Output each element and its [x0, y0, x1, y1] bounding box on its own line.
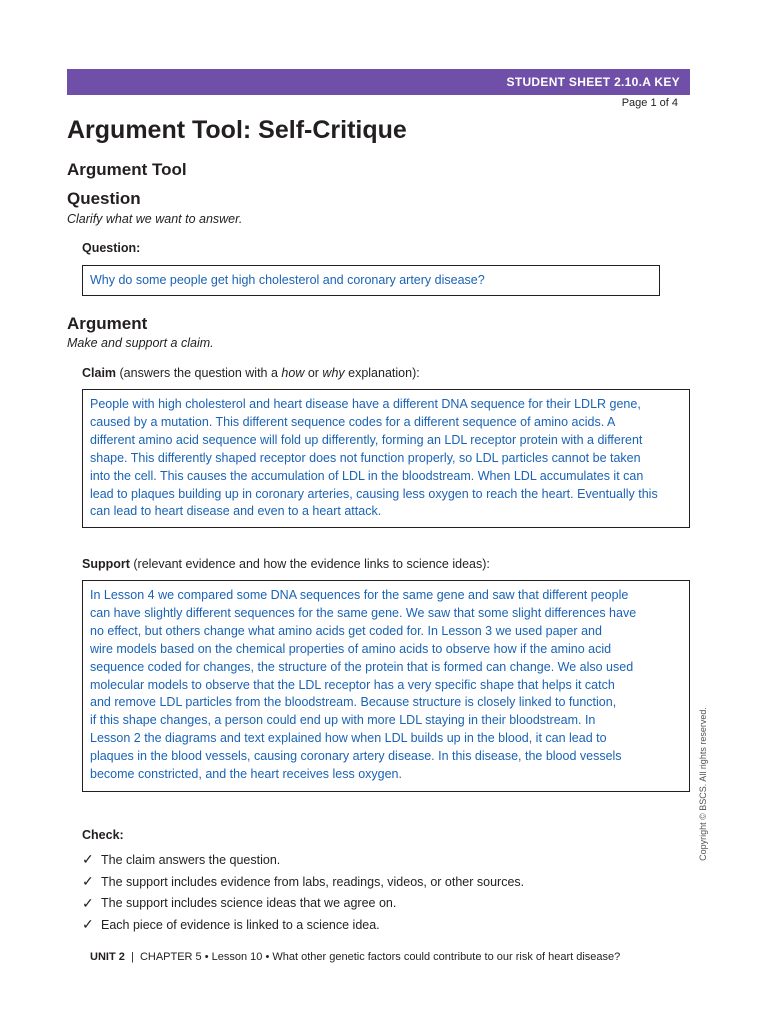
support-answer-line: become constricted, and the heart receives less oxygen. [90, 767, 402, 782]
support-answer-box [82, 580, 690, 792]
copyright-notice: Copyright © BSCS. All rights reserved. [698, 707, 708, 861]
checkmark-icon: ✓ [82, 894, 94, 911]
claim-answer-line: People with high cholesterol and heart disease have a different DNA sequence for their LDLR gene, [90, 397, 641, 411]
claim-answer-line: into the cell. This causes the accumulation of LDL in the bloodstream. When LDL accumulates it can [90, 468, 644, 483]
argument-description: Make and support a claim. [67, 336, 214, 350]
check-item [82, 914, 524, 936]
checkmark-icon: ✓ [82, 851, 94, 868]
claim-answer-line: caused by a mutation. This different sequence codes for a different sequence of amino acids. A [90, 414, 616, 429]
claim-answer-box [82, 389, 690, 528]
check-item-text: Each piece of evidence is linked to a science idea. [101, 917, 380, 932]
support-answer-line: wire models based on the chemical properties of amino acids to observe how if the amino acid [90, 641, 612, 656]
question-description: Clarify what we want to answer. [67, 212, 243, 226]
question-answer-box [82, 265, 660, 296]
claim-answer-line: different amino acid sequence will fold up differently, forming an LDL receptor protein with a different [90, 432, 643, 447]
question-answer: Why do some people get high cholesterol and coronary artery disease? [90, 273, 485, 287]
support-answer-line: sequence coded for changes, the structure of the protein that is formed can change. We also used [90, 659, 634, 674]
support-answer-line: In Lesson 4 we compared some DNA sequences for the same gene and saw that different people [90, 588, 629, 602]
claim-label: Claim (answers the question with a how or why explanation): [82, 366, 420, 380]
check-label: Check: [82, 828, 124, 842]
question-field-label: Question: [82, 241, 141, 255]
support-answer-line: Lesson 2 the diagrams and text explained how when LDL builds up in the blood, it can lead to [90, 731, 607, 746]
footer: UNIT 2 | CHAPTER 5 • Lesson 10 • What other genetic factors could contribute to our risk of heart disease? [90, 951, 621, 963]
check-list [82, 849, 524, 936]
checkmark-icon: ✓ [82, 873, 94, 890]
support-answer-line: and remove LDL particles from the bloodstream. Because structure is closely linked to function, [90, 695, 617, 710]
support-answer-line: if this shape changes, a person could end up with more LDL staying in their bloodstream. In [90, 713, 596, 728]
claim-answer-line: can lead to heart disease and even to a heart attack. [90, 504, 382, 519]
support-answer-line: no effect, but others change what amino acids get coded for. In Lesson 3 we used paper and [90, 623, 602, 638]
check-item [82, 892, 524, 914]
argument-heading: Argument [67, 314, 148, 333]
support-answer-line: can have slightly different sequences for the same gene. We saw that some slight differences have [90, 605, 637, 620]
support-answer-line: molecular models to observe that the LDL receptor has a very specific shape that helps it catch [90, 677, 615, 692]
question-heading: Question [67, 189, 141, 208]
support-label: Support (relevant evidence and how the evidence links to science ideas): [82, 557, 490, 571]
check-item-text: The support includes science ideas that we agree on. [101, 896, 397, 911]
page-subtitle: Argument Tool [67, 160, 187, 179]
check-item [82, 871, 524, 893]
student-sheet-banner [67, 69, 690, 95]
support-answer-line: plaques in the blood vessels, causing coronary artery disease. In this disease, the blood vessels [90, 749, 622, 764]
checkmark-icon: ✓ [82, 916, 94, 933]
page-number: Page 1 of 4 [621, 97, 678, 109]
check-item [82, 849, 524, 871]
claim-answer-line: shape. This differently shaped receptor does not function properly, so LDL particles cannot be taken [90, 450, 641, 465]
check-item-text: The claim answers the question. [101, 852, 281, 867]
page-title: Argument Tool: Self-Critique [67, 116, 407, 144]
check-item-text: The support includes evidence from labs, readings, videos, or other sources. [101, 874, 525, 889]
sheet-label: STUDENT SHEET 2.10.A KEY [506, 75, 680, 89]
claim-answer-line: lead to plaques building up in coronary arteries, causing less oxygen to reach the heart. Eventually this [90, 486, 658, 501]
